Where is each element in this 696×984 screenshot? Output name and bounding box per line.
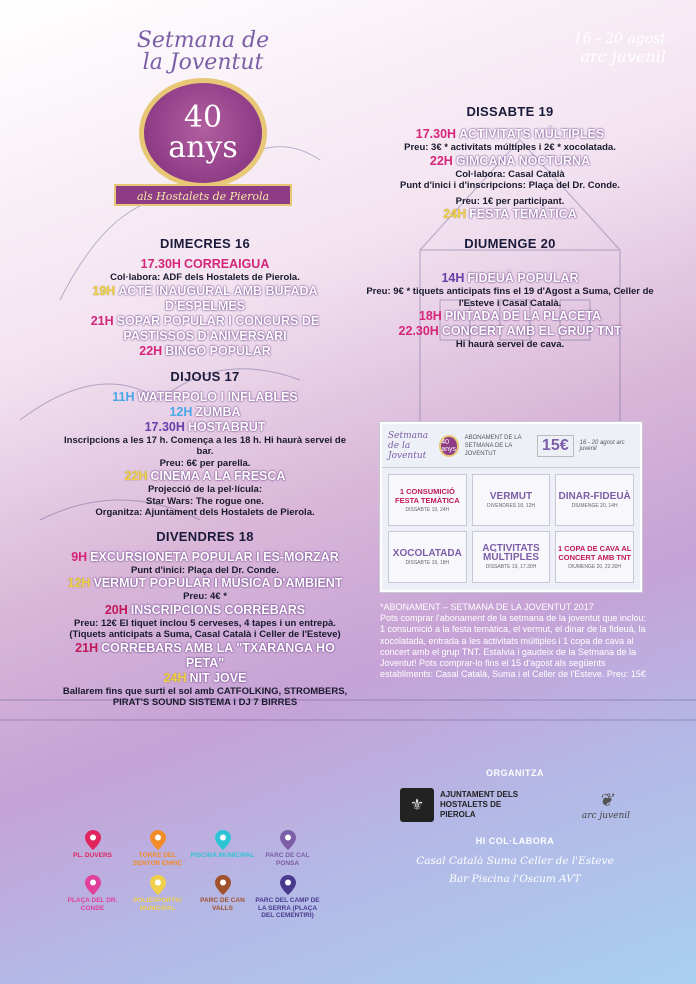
event-time: 22H [429,153,453,168]
event [360,154,660,169]
map-pin-icon [215,830,231,850]
abonament-cell [472,474,551,526]
place-item [60,875,125,920]
event [360,324,660,339]
arc-juvenil-name: arc juvenil [581,810,630,821]
date-range-block [574,30,666,66]
map-pin-icon [150,875,166,895]
cell-date: DISSABTE 19, 24H [405,507,450,513]
abonament-grid [382,468,640,589]
event [360,271,660,286]
event-info: Preu: 9€ * tiquets anticipats fins el 19 d'Agost a Suma, Celler de l'Esteve i Casal Català. [366,286,654,309]
anniversary-badge [139,78,267,188]
event-title: VERMUT POPULAR I MÚSICA D'AMBIENT [93,576,343,590]
event-time: 24H [443,207,467,221]
event-info: Star Wars: The rogue one. [146,495,264,507]
event-time: 19H [92,283,116,298]
event [60,314,350,344]
event-time: 11H [112,389,135,404]
event-title: CINEMA A LA FRESCA [150,469,286,483]
abonament-note [380,602,650,680]
place-label: PARC DE CAN VALLS [200,897,245,912]
event-time: 20H [104,602,128,617]
event-time: 17.30H [415,127,457,141]
abonament-cell [555,531,634,583]
event-title: FESTA TEMÀTICA [469,207,577,221]
cell-date: DISSABTE 19, 17.30H [485,564,537,570]
abonament-cell [388,531,467,583]
shield-icon: ⚜ [400,788,434,822]
day-diumenge: DIUMENGE 20 [464,236,556,251]
event-info: Punt d'inici i d'inscripcions: Plaça del Dr. Conde. [400,180,620,191]
event-title: WATERPOLO I INFLABLES [137,389,298,404]
event-title: FIDEUÀ POPULAR [467,271,579,285]
event [60,284,350,314]
event [60,420,350,435]
schedule-right [360,104,660,351]
cell-name: XOCOLATADA [392,547,462,559]
collab-heading: HI COL·LABORA [475,836,555,846]
event-info: Hi haurà servei de cava. [455,339,565,350]
event-info: Ballarem fins que surti el sol amb CATFOLKING, STROMBERS, PIRAT'S SOUND SISTEMA i DJ 7 BIRRES [62,685,348,708]
shell-icon: ❦ [598,789,614,811]
event [60,390,350,405]
event-title: CORREAIGUA [183,257,270,271]
event-title: NIT JOVE [189,670,247,685]
place-label: PARC DEL CAMP DE LA SERRA (PLAÇA DEL CEMENTIRI) [255,897,320,919]
event-title: EXCURSIONETA POPULAR I ES-MORZAR [90,549,339,564]
ajuntament-logo [400,788,530,822]
event [360,309,660,324]
event-time: 12H [67,576,91,590]
logo-title-2: la Joventut [142,50,264,75]
arc-juvenil-logo [582,790,630,821]
logo-number: 40 [183,100,223,135]
logo-ribbon: als Hostalets de Pierola [114,184,292,206]
day-dimecres: DIMECRES 16 [160,236,250,251]
event-title: SOPAR POPULAR I CONCURS DE PASTISSOS D'ANIVERSARI [116,313,320,343]
event-price: Preu: 1€ per participant. [455,195,565,207]
event-time: 18H [418,309,442,323]
event [60,405,350,420]
sponsors [380,852,650,888]
event-price: Preu: 4€ * [183,591,227,602]
event-time: 14H [441,271,465,285]
event [60,603,350,618]
event-info: Col·labora: Casal Català [455,168,565,180]
place-item [190,830,255,867]
cell-name: ACTIVITATS MÚLTIPLES [482,543,540,563]
place-item [255,875,320,920]
place-label: PLAÇA DEL DR. CONDE [67,897,118,912]
event-time: 21H [90,313,114,328]
place-label: POLIESPORTIU MUNICIPAL [133,897,182,912]
event-title: INSCRIPCIONS CORREBARS [130,602,306,617]
abonament-cell [472,531,551,583]
event-time: 22H [139,343,163,358]
ajuntament-name: AJUNTAMENT DELS HOSTALETS DE PIEROLA [440,790,519,819]
cell-date: DIVENDRES 18, 12H [486,502,536,509]
day-dijous: DIJOUS 17 [170,368,240,384]
organitza-heading: ORGANITZA [486,768,544,778]
day-dissabte: DISSABTE 19 [466,104,554,119]
place-label: PARC DE CAL PONSA [265,852,310,867]
event-time: 17.30H [140,257,181,271]
event-time: 22.30H [398,324,439,338]
event-price: Preu: 6€ per parella. [159,457,251,469]
event [60,576,350,591]
cell-name: VERMUT [489,490,533,502]
festival-logo [118,30,288,210]
event-info: Col·labora: ADF dels Hostalets de Pierola. [110,272,300,283]
event-title: BINGO POPULAR [165,343,271,358]
event [360,207,660,222]
abonament-card [380,422,642,592]
event-info: Preu: 3€ * activitats múltiples i 2€ * xocolatada. [404,142,616,153]
event-title: CONCERT AMB EL GRUP TNT [441,324,622,338]
map-pin-icon [150,830,166,850]
abonament-date: 16 - 20 agost arc juvenil [579,439,625,452]
map-pin-icon [280,875,296,895]
cell-date: DIUMENGE 20, 14H [571,502,618,509]
event [360,127,660,142]
event [60,344,350,359]
abonament-mini-badge: 40 anys [439,435,458,457]
abonament-mini-title: Setmana de la Joventut [388,430,429,461]
event-time: 17.30H [144,419,185,434]
event-info: Inscripcions a les 17 h. Comença a les 18 h. Hi haurà servei de bar. [64,434,346,457]
event-time: 21H [75,640,99,655]
event-time: 22H [124,469,148,483]
abonament-note-title: *ABONAMENT – SETMANA DE LA JOVENTUT 2017 [380,602,594,612]
abonament-label: ABONAMENT DE LA SETMANA DE LA JOVENTUT [464,434,522,457]
event [60,550,350,565]
event-title: ZUMBA [195,404,241,419]
abonament-price: 15€ [537,435,574,457]
map-pin-icon [215,875,231,895]
event-title: PINTADA DE LA PLACETA [444,309,602,323]
event-title: ACTE INAUGURAL AMB BUFADA D'ESPELMES [118,283,318,313]
event-info: Preu: 12€ El tiquet inclou 5 cerveses, 4 tapes i un entrepà. (Tiquets anticipats a Suma, Casal Català i Celler de l'Esteve) [69,617,341,640]
map-pin-icon [280,830,296,850]
map-pin-icon [85,830,101,850]
sponsors-line-2: Bar Piscina l'Oscum AVT [449,873,581,885]
place-item [60,830,125,867]
organizer-logos [380,788,650,822]
organizer-short: arc juvenil [580,47,666,66]
abonament-cell [388,474,467,526]
abonament-header [382,424,640,468]
place-item [125,875,190,920]
abonament-cell [555,474,634,526]
logo-years: anys [168,130,238,165]
schedule-left [60,226,350,709]
cell-name: DINAR-FIDEUÀ [558,490,631,502]
place-label: PL. DUVERS [72,852,112,859]
event [60,469,350,484]
abonament-note-text: Pots comprar l'abonament de la setmana de la joventut que inclou: 1 consumició a la festa temàtica, el vermut, el dinar de la fideuà, la xocolatada, entrada a les activitats múltiples i 1 copa de cava al concert amb el grup TNT. Estalvia i gaudeix de la Setmana de la Joventut! Pots comprar-lo fins el 15 d'agost als següents establiments: Casal Català, Suma i el Celler de l'Esteve. Preu: 15€ [380,613,646,680]
places-legend [60,830,320,920]
place-item [125,830,190,867]
event-time: 12H [169,404,193,419]
cell-date: DIUMENGE 20, 22.30H [568,564,622,570]
place-label: TORRE DEL SENYOR ENRIC [132,852,183,867]
event-time: 24H [163,670,187,685]
event [60,641,350,671]
event [60,257,350,272]
logo-title-1: Setmana de [136,28,270,53]
cell-name: 1 COPA DE CAVA AL CONCERT AMB TNT [557,544,632,562]
event-info: Projecció de la pel·lícula: [147,484,263,495]
event-title: HOSTABRUT [187,419,266,434]
event-title: ACTIVITATS MÚLTIPLES [459,127,605,141]
event [60,671,350,686]
day-divendres: DIVENDRES 18 [156,528,254,544]
place-item [255,830,320,867]
cell-date: DISSABTE 19, 18H [405,559,450,566]
place-label: PISCINA MUNICIPAL [190,852,255,859]
cell-name: 1 CONSUMICIÓ FESTA TEMÀTICA [395,487,460,505]
sponsors-line-1: Casal Català Suma Celler de l'Esteve [416,855,614,867]
event-title: GIMCANA NOCTURNA [455,153,591,168]
map-pin-icon [85,875,101,895]
event-info: Punt d'inici: Plaça del Dr. Conde. [131,564,279,576]
place-item [190,875,255,920]
event-title: CORREBARS AMB LA "TXARANGA HO PETA" [101,640,335,670]
event-info: Organitza: Ajuntament dels Hostalets de Pierola. [95,507,315,518]
organizers-section [380,768,650,888]
date-range: 16 - 20 agost [573,31,666,47]
event-time: 9H [71,549,88,564]
